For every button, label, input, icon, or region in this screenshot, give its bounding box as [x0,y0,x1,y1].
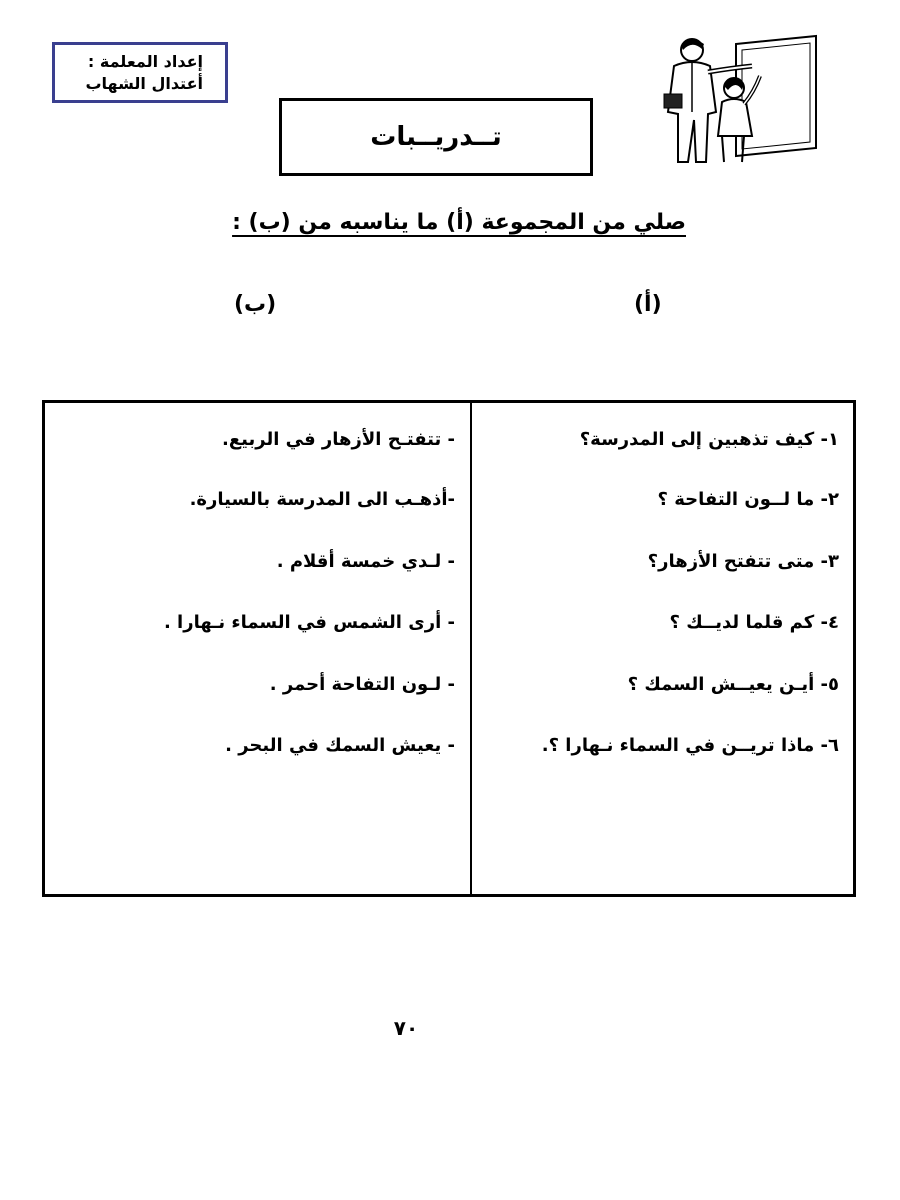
author-box [52,42,228,103]
answer-item: - لـون التفاحة أحمر . [269,674,455,695]
instruction-heading: صلي من المجموعة (أ) ما يناسبه من (ب) : [232,210,686,235]
column-divider [470,403,472,894]
question-item: ٢- ما لــون التفاحة ؟ [657,489,839,510]
answer-item: -أذهـب الى المدرسة بالسيارة. [189,489,455,510]
author-label: إعداد المعلمة : [87,52,203,71]
answer-item: - تتفتـح الأزهار في الربيع. [222,429,455,450]
column-a-label: (أ) [634,292,662,317]
author-name: أعتدال الشهاب [85,74,203,93]
question-item: ٥- أيـن يعيــش السمك ؟ [627,674,839,695]
teacher-student-illustration [652,32,824,168]
column-b-label: (ب) [234,292,277,317]
question-item: ٣- متى تتفتح الأزهار؟ [647,551,839,572]
page-title: تــدريــبات [370,122,502,152]
question-item: ٦- ماذا تريــن في السماء نـهارا ؟. [541,735,839,756]
page-number: ٧٠ [393,1016,419,1040]
answer-item: - لـدي خمسة أقلام . [276,551,455,572]
answer-item: - يعيش السمك في البحر . [225,735,455,756]
answer-item: - أرى الشمس في السماء نـهارا . [163,612,455,633]
question-item: ١- كيف تذهبين إلى المدرسة؟ [579,429,839,450]
matching-table [42,400,856,897]
title-box [279,98,593,176]
question-item: ٤- كم قلما لديــك ؟ [669,612,839,633]
